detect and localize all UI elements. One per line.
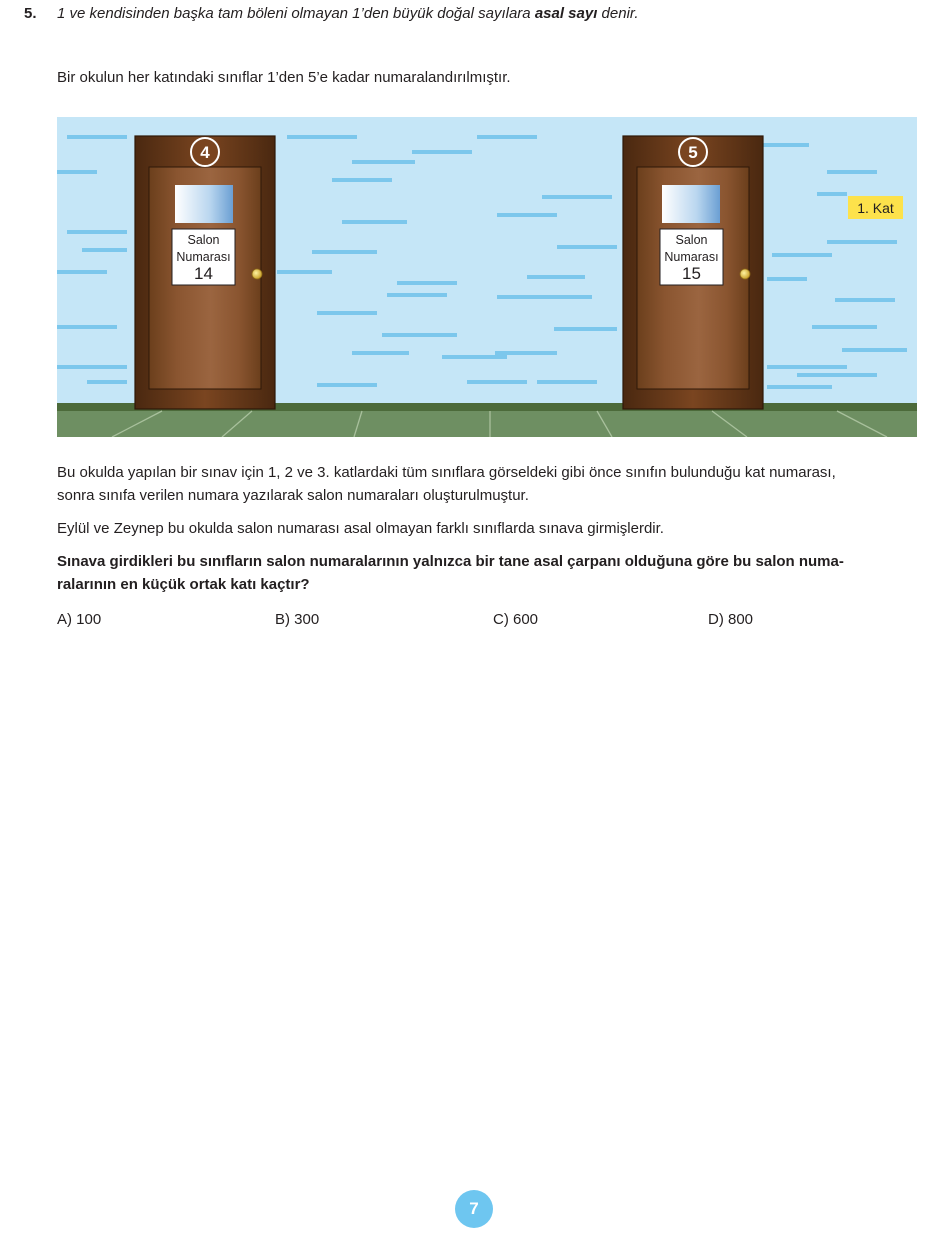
option-a[interactable]: A) 100 [57, 611, 102, 628]
door-knob [252, 269, 262, 279]
class-number: 5 [688, 143, 698, 162]
salon-number: 14 [194, 264, 213, 283]
paragraph-line: Bu okulda yapılan bir sınav için 1, 2 ve 3. katlardaki tüm sınıflara görseldeki gibi önce sınıfın bulunduğu kat numarası, [57, 464, 836, 481]
paragraph-exam-setup [57, 461, 923, 507]
intro-bold-term: asal sayı [534, 5, 598, 22]
door-knob [740, 269, 750, 279]
door-window [662, 185, 720, 223]
classroom-door-5 [623, 136, 763, 409]
question-intro [57, 5, 917, 22]
class-number: 4 [200, 143, 210, 162]
paragraph-classrooms: Bir okulun her katındaki sınıflar 1’den 5’e kadar numaralandırılmıştır. [57, 69, 511, 86]
door-window [175, 185, 233, 223]
svg-text:Salon: Salon [675, 233, 708, 247]
paragraph-students: Eylül ve Zeynep bu okulda salon numarası asal olmayan farklı sınıflarda sınava girmişlerdir. [57, 520, 664, 537]
intro-text-1: 1 ve kendisinden başka tam böleni olmayan 1’den büyük doğal sayılara [57, 5, 535, 22]
option-d[interactable]: D) 800 [708, 611, 754, 628]
page-number-badge: 7 [455, 1190, 493, 1228]
prompt-line: ralarının en küçük ortak katı kaçtır? [57, 576, 310, 593]
option-b[interactable]: B) 300 [275, 611, 320, 628]
floor-label: 1. Kat [857, 200, 894, 216]
salon-number: 15 [682, 264, 701, 283]
svg-text:Numarası: Numarası [664, 250, 719, 264]
classroom-door-4 [135, 136, 275, 409]
svg-text:Numarası: Numarası [176, 250, 231, 264]
floor [57, 411, 917, 437]
school-corridor-illustration [57, 117, 917, 437]
option-c[interactable]: C) 600 [493, 611, 539, 628]
intro-text-2: denir. [597, 5, 639, 22]
question-number: 5. [24, 5, 37, 22]
paragraph-line: sonra sınıfa verilen numara yazılarak salon numaraları oluşturulmuştur. [57, 487, 529, 504]
question-prompt [57, 550, 923, 596]
prompt-line: Sınava girdikleri bu sınıfların salon numaralarının yalnızca bir tane asal çarpanı olduğuna göre bu salon numa- [57, 553, 844, 570]
svg-text:Salon: Salon [187, 233, 220, 247]
